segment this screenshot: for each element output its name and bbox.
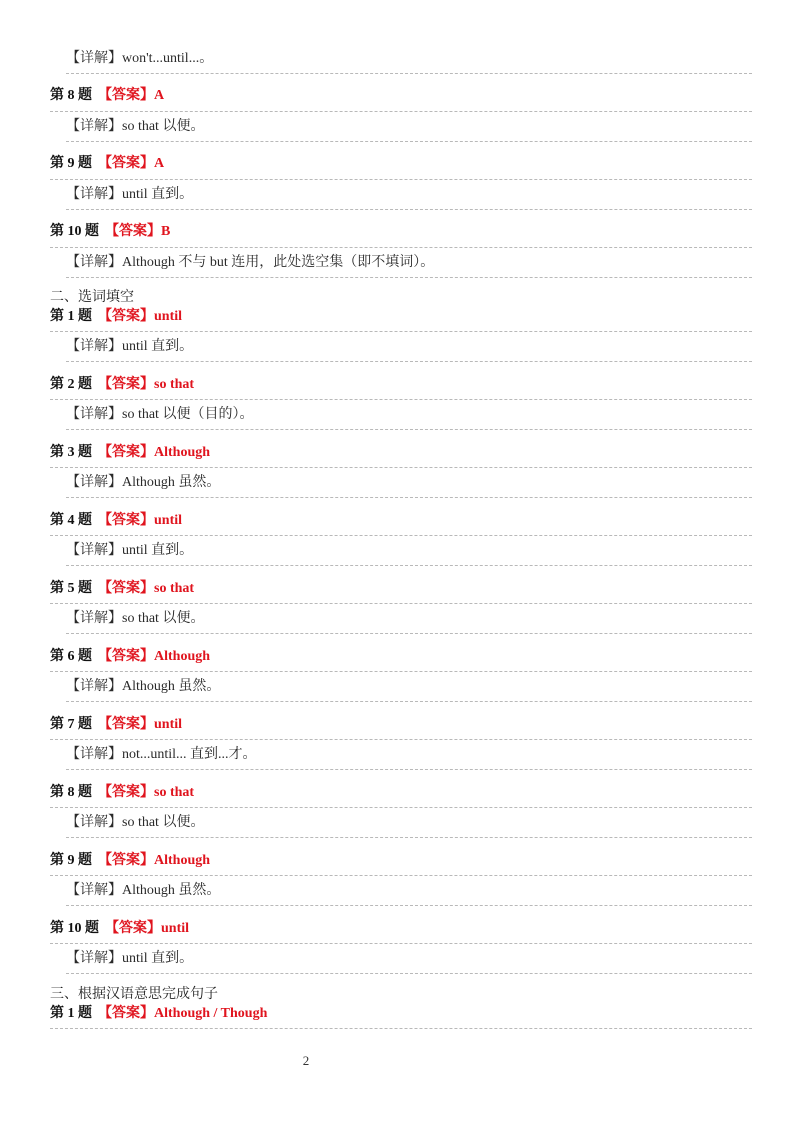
dashed-divider — [66, 905, 752, 906]
detail-text: 【详解】until 直到。 — [66, 187, 194, 202]
question-heading — [50, 87, 164, 105]
dashed-divider — [50, 1028, 752, 1029]
dashed-divider — [66, 769, 752, 770]
question-number: 第 1 题 — [50, 1006, 92, 1021]
answer-label: 【答案】until — [98, 513, 183, 528]
dashed-divider — [50, 111, 752, 112]
page-number: 2 — [302, 1053, 310, 1068]
dashed-divider — [50, 179, 752, 180]
dashed-divider — [66, 497, 752, 498]
detail-text: 【详解】until 直到。 — [66, 543, 194, 558]
dashed-divider — [50, 739, 752, 740]
detail-text: 【详解】Although 虽然。 — [66, 679, 221, 694]
section-title: 二、选词填空 — [50, 290, 134, 305]
section-title: 三、根据汉语意思完成句子 — [50, 987, 218, 1002]
question-heading — [50, 444, 210, 462]
dashed-divider — [50, 535, 752, 536]
detail-text: 【详解】Although 不与 but 连用，此处选空集（即不填词）。 — [66, 255, 435, 270]
question-heading — [50, 512, 182, 530]
dashed-divider — [66, 429, 752, 430]
answer-label: 【答案】until — [105, 921, 190, 936]
dashed-divider — [50, 399, 752, 400]
question-number: 第 6 题 — [50, 649, 92, 664]
dashed-divider — [50, 247, 752, 248]
question-heading — [50, 648, 210, 666]
question-heading — [50, 920, 189, 938]
answer-label: 【答案】A — [98, 156, 165, 171]
dashed-divider — [66, 209, 752, 210]
answer-label: 【答案】so that — [98, 377, 195, 392]
question-heading — [50, 223, 170, 241]
dashed-divider — [50, 467, 752, 468]
question-number: 第 4 题 — [50, 513, 92, 528]
question-number: 第 8 题 — [50, 88, 92, 103]
dashed-divider — [66, 73, 752, 74]
dashed-divider — [66, 277, 752, 278]
dashed-divider — [66, 141, 752, 142]
question-heading — [50, 716, 182, 734]
detail-text: 【详解】not...until... 直到...才。 — [66, 747, 257, 762]
dashed-divider — [66, 701, 752, 702]
answer-label: 【答案】until — [98, 309, 183, 324]
detail-text: 【详解】so that 以便。 — [66, 815, 205, 830]
dashed-divider — [50, 875, 752, 876]
answer-label: 【答案】until — [98, 717, 183, 732]
detail-text: 【详解】Although 虽然。 — [66, 883, 221, 898]
detail-text: 【详解】Although 虽然。 — [66, 475, 221, 490]
question-heading — [50, 852, 210, 870]
dashed-divider — [66, 633, 752, 634]
question-number: 第 7 题 — [50, 717, 92, 732]
dashed-divider — [66, 361, 752, 362]
question-number: 第 8 题 — [50, 785, 92, 800]
question-heading — [50, 155, 164, 173]
dashed-divider — [50, 331, 752, 332]
question-number: 第 9 题 — [50, 156, 92, 171]
detail-text: 【详解】won't...until...。 — [66, 51, 214, 66]
question-number: 第 2 题 — [50, 377, 92, 392]
question-number: 第 3 题 — [50, 445, 92, 460]
question-heading — [50, 1005, 267, 1023]
answer-label: 【答案】so that — [98, 581, 195, 596]
detail-text: 【详解】until 直到。 — [66, 339, 194, 354]
answer-label: 【答案】Although — [98, 445, 211, 460]
question-heading — [50, 784, 194, 802]
dashed-divider — [66, 837, 752, 838]
question-heading — [50, 580, 194, 598]
question-heading — [50, 308, 182, 326]
detail-text: 【详解】until 直到。 — [66, 951, 194, 966]
question-heading — [50, 376, 194, 394]
answer-label: 【答案】A — [98, 88, 165, 103]
answer-label: 【答案】so that — [98, 785, 195, 800]
dashed-divider — [66, 565, 752, 566]
dashed-divider — [50, 603, 752, 604]
question-number: 第 10 题 — [50, 224, 99, 239]
question-number: 第 1 题 — [50, 309, 92, 324]
answer-label: 【答案】B — [105, 224, 171, 239]
dashed-divider — [50, 943, 752, 944]
detail-text: 【详解】so that 以便。 — [66, 611, 205, 626]
detail-text: 【详解】so that 以便。 — [66, 119, 205, 134]
dashed-divider — [66, 973, 752, 974]
answer-label: 【答案】Although — [98, 649, 211, 664]
answer-label: 【答案】Although — [98, 853, 211, 868]
question-number: 第 9 题 — [50, 853, 92, 868]
question-number: 第 5 题 — [50, 581, 92, 596]
detail-text: 【详解】so that 以便（目的）。 — [66, 407, 254, 422]
question-number: 第 10 题 — [50, 921, 99, 936]
dashed-divider — [50, 671, 752, 672]
answer-label: 【答案】Although / Though — [98, 1006, 268, 1021]
dashed-divider — [50, 807, 752, 808]
